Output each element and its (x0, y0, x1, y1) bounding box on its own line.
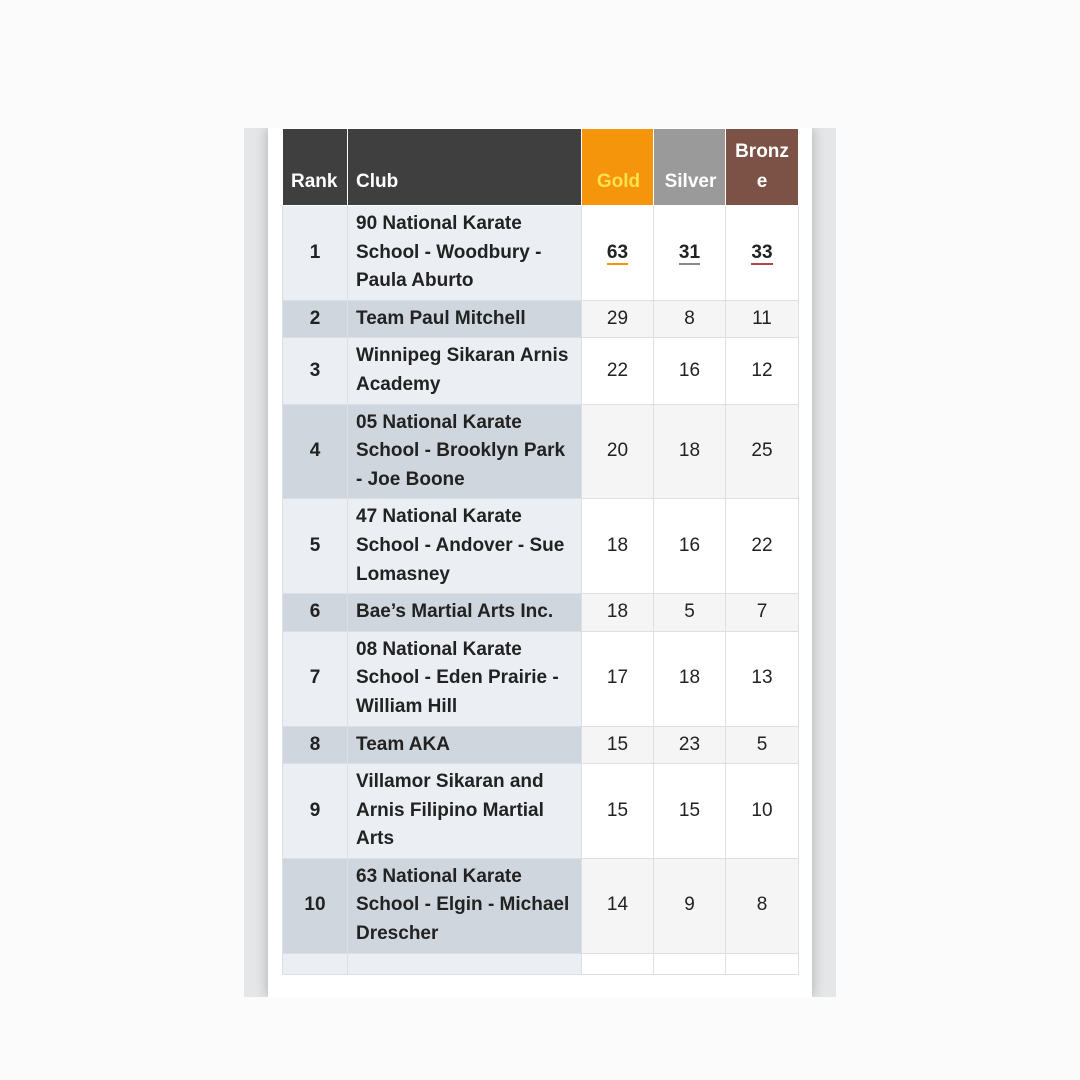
table-row (283, 404, 799, 499)
silver-count-link[interactable]: 31 (678, 241, 701, 263)
table-row (283, 338, 799, 404)
table-row (283, 726, 799, 764)
page-frame (244, 128, 836, 997)
table-row (283, 764, 799, 859)
rank-cell: 1 (283, 206, 348, 301)
silver-cell: 16 (654, 338, 726, 404)
gold-cell: 29 (582, 300, 654, 338)
gold-count-link[interactable]: 63 (606, 241, 629, 263)
club-cell: 08 National Karate School - Eden Prairie - William Hill (348, 631, 582, 726)
header-bronze-line2: e (756, 171, 768, 192)
header-bronze-line1: Bronz (735, 141, 789, 162)
bronze-cell: 12 (726, 338, 799, 404)
table-row (283, 858, 799, 953)
gold-cell: 15 (582, 726, 654, 764)
rank-cell: 5 (283, 499, 348, 594)
table-row (283, 499, 799, 594)
header-rank[interactable]: Rank (283, 129, 348, 206)
rank-cell: 6 (283, 594, 348, 632)
bronze-count-link[interactable]: 33 (751, 241, 773, 263)
bronze-cell: 25 (726, 404, 799, 499)
medal-standings-table (282, 128, 799, 975)
table-row-partial (283, 953, 799, 974)
gold-cell: 14 (582, 858, 654, 953)
table-header-row (283, 129, 799, 206)
rank-cell: 8 (283, 726, 348, 764)
silver-cell: 15 (654, 764, 726, 859)
club-cell: Team AKA (348, 726, 582, 764)
silver-cell: 18 (654, 631, 726, 726)
silver-cell: 18 (654, 404, 726, 499)
club-cell (348, 953, 582, 974)
gold-cell (582, 206, 654, 301)
rank-cell: 10 (283, 858, 348, 953)
bronze-cell: 8 (726, 858, 799, 953)
rank-cell: 2 (283, 300, 348, 338)
gold-cell: 18 (582, 594, 654, 632)
silver-cell: 16 (654, 499, 726, 594)
club-cell: 47 National Karate School - Andover - Sue Lomasney (348, 499, 582, 594)
bronze-cell: 5 (726, 726, 799, 764)
content-card (268, 128, 812, 997)
silver-cell: 9 (654, 858, 726, 953)
bronze-cell (726, 953, 799, 974)
club-cell: 05 National Karate School - Brooklyn Park - Joe Boone (348, 404, 582, 499)
club-cell: Team Paul Mitchell (348, 300, 582, 338)
rank-cell: 9 (283, 764, 348, 859)
gold-cell: 18 (582, 499, 654, 594)
header-gold[interactable]: Gold (582, 129, 654, 206)
bronze-cell: 7 (726, 594, 799, 632)
club-cell: Villamor Sikaran and Arnis Filipino Martial Arts (348, 764, 582, 859)
silver-cell: 8 (654, 300, 726, 338)
header-bronze[interactable] (726, 129, 799, 206)
bronze-cell: 13 (726, 631, 799, 726)
bronze-cell: 11 (726, 300, 799, 338)
table-row (283, 631, 799, 726)
silver-cell: 23 (654, 726, 726, 764)
gold-cell (582, 953, 654, 974)
gold-cell: 20 (582, 404, 654, 499)
silver-cell (654, 206, 726, 301)
bronze-cell: 22 (726, 499, 799, 594)
silver-cell: 5 (654, 594, 726, 632)
table-row (283, 300, 799, 338)
header-silver[interactable]: Silver (654, 129, 726, 206)
gold-cell: 22 (582, 338, 654, 404)
rank-cell: 7 (283, 631, 348, 726)
silver-cell (654, 953, 726, 974)
table-row (283, 594, 799, 632)
rank-cell: 3 (283, 338, 348, 404)
rank-cell (283, 953, 348, 974)
club-cell: 90 National Karate School - Woodbury - Paula Aburto (348, 206, 582, 301)
rank-cell: 4 (283, 404, 348, 499)
club-cell: Bae’s Martial Arts Inc. (348, 594, 582, 632)
club-cell: 63 National Karate School - Elgin - Michael Drescher (348, 858, 582, 953)
gold-cell: 17 (582, 631, 654, 726)
header-club[interactable]: Club (348, 129, 582, 206)
gold-cell: 15 (582, 764, 654, 859)
table-row (283, 206, 799, 301)
bronze-cell (726, 206, 799, 301)
club-cell: Winnipeg Sikaran Arnis Academy (348, 338, 582, 404)
bronze-cell: 10 (726, 764, 799, 859)
